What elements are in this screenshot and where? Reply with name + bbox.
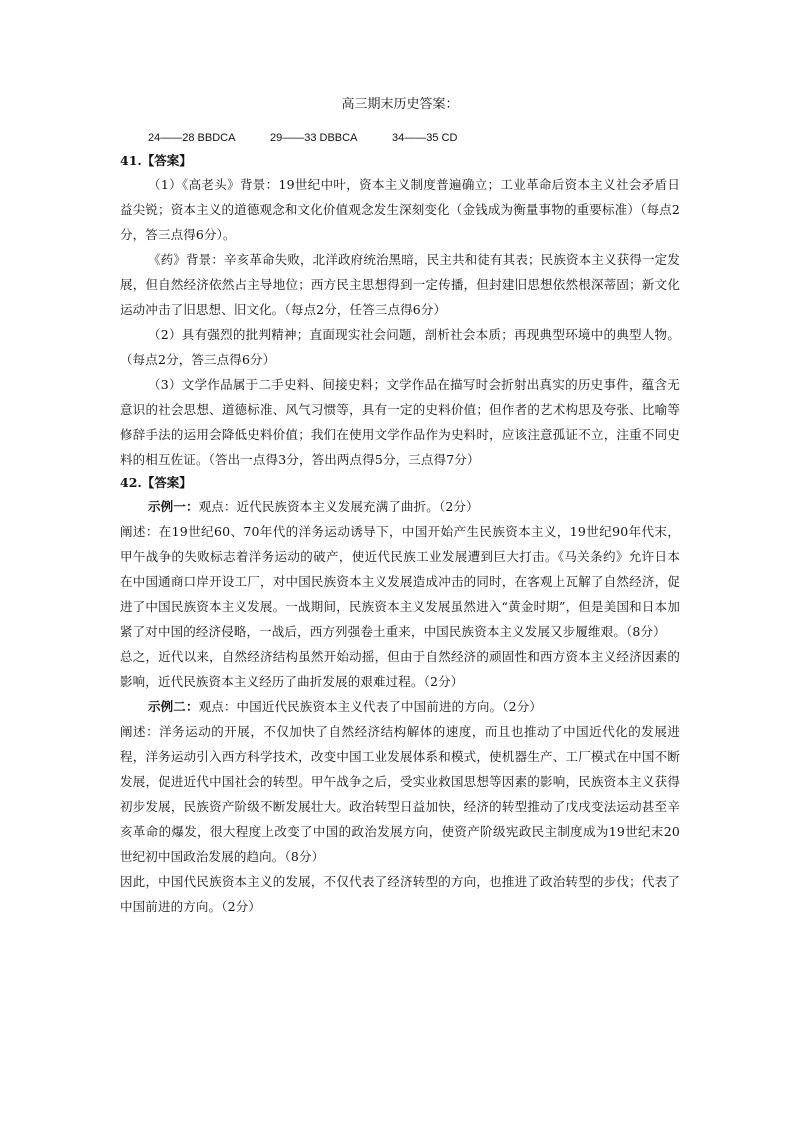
q42-example1-summary: 总之，近代以来，自然经济结构虽然开始动摇，但由于自然经济的顽固性和西方资本主义经济因素的影响，近代民族资本主义经历了曲折发展的艰难过程。（2分） (120, 649, 680, 689)
q42-example2-summary: 因此，中国代民族资本主义的发展，不仅代表了经济转型的方向，也推进了政治转型的步伐；代表了中国前进的方向。（2分） (120, 874, 680, 914)
q42-example2-view (120, 694, 680, 719)
mc-group-3: 34——35 CD (392, 132, 458, 144)
example2-label: 示例二： (148, 699, 199, 714)
mc-group-2: 29——33 DBBCA (270, 132, 358, 144)
q41-part1-gaolaotou: （1）《高老头》背景：19世纪中叶，资本主义制度普遍确立；工业革命后资本主义社会矛盾日益尖锐；资本主义的道德观念和文化价值观念发生深刻变化（金钱成为衡量事物的重要标准）（每点2分，答三点得6分）。 (120, 177, 680, 242)
q42-example1-body: 阐述：在19世纪60、70年代的洋务运动诱导下，中国开始产生民族资本主义，19世纪90年代末，甲午战争的失败标志着洋务运动的破产，使近代民族工业发展遭到巨大打击。《马关条约》允许日本在中国通商口岸开设工厂，对中国民族资本主义发展造成冲击的同时，在客观上瓦解了自然经济，促进了中国民族资本主义发展。一战期间，民族资本主义发展虽然进入“黄金时期”，但是美国和日本加紧了对中国的经济侵略，一战后，西方列强卷土重来，中国民族资本主义发展又步履维艰。（8分） (120, 524, 680, 639)
answer-sheet (120, 96, 680, 919)
multiple-choice-answers (148, 130, 680, 146)
example2-view-text: 观点：中国近代民族资本主义代表了中国前进的方向。（2分） (198, 699, 543, 714)
q41-part3: （3）文学作品属于二手史料、间接史料；文学作品在描写时会折射出真实的历史事件，蕴含无意识的社会思想、道德标准、风气习惯等，具有一定的史料价值；但作者的艺术构思及夸张、比喻等修辞手法的运用会降低史料价值；我们在使用文学作品作为史料时，应该注意孤证不立，注重不同史料的相互佐证。（答出一点得3分，答出两点得5分，三点得7分） (120, 377, 680, 467)
q42-example1-view (120, 494, 680, 519)
q41-part1-yao: 《药》背景：辛亥革命失败，北洋政府统治黑暗，民主共和徒有其表；民族资本主义获得一定发展，但自然经济依然占主导地位；西方民主思想得到一定传播，但封建旧思想依然根深蒂固；新文化运动冲击了旧思想、旧文化。（每点2分，任答三点得6分） (120, 252, 680, 317)
q42-header: 42.【答案】 (120, 475, 192, 490)
mc-group-1: 24——28 BBDCA (148, 132, 236, 144)
example1-view-text: 观点：近代民族资本主义发展充满了曲折。（2分） (198, 499, 479, 514)
q42-example2-body: 阐述：洋务运动的开展，不仅加快了自然经济结构解体的速度，而且也推动了中国近代化的发展进程，洋务运动引入西方科学技术，改变中国工业发展体系和模式，使机器生产、工厂模式在中国不断发展，促进近代中国社会的转型。甲午战争之后，受实业救国思想等因素的影响，民族资本主义获得初步发展，民族资产阶级不断发展壮大。政治转型日益加快，经济的转型推动了戊戌变法运动甚至辛亥革命的爆发，很大程度上改变了中国的政治发展方向，使资产阶级宪政民主制度成为19世纪末20世纪初中国政治发展的趋向。（8分） (120, 724, 680, 864)
q41-header: 41.【答案】 (120, 153, 192, 168)
example1-label: 示例一： (148, 499, 199, 514)
page-title: 高三期末历史答案： (341, 97, 459, 112)
q41-part2: （2）具有强烈的批判精神；直面现实社会问题，剖析社会本质；再现典型环境中的典型人物。（每点2分，答三点得6分） (120, 327, 680, 367)
